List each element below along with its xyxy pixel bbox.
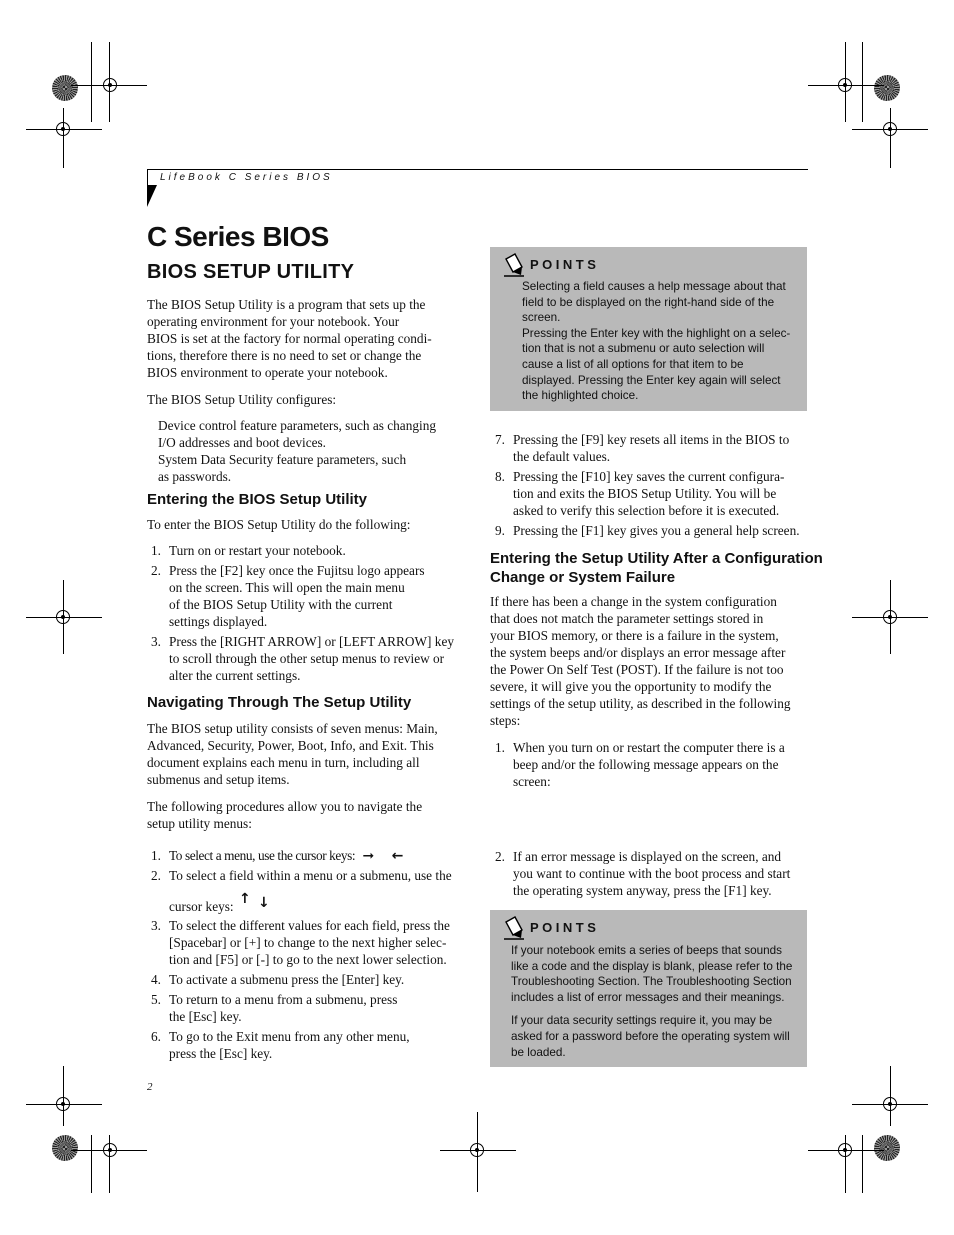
page-title: C Series BIOS	[147, 221, 329, 252]
points-text: Selecting a field causes a help message about that field to be displayed on the right-hand side of the screen. Pressing the Enter key with the highlight on a selec- tion that is not a submenu or auto selection will cause a list of all options for that item to be displayed. Pressing the Enter key again will select the highlighted choice.	[522, 280, 791, 403]
registration-target	[883, 610, 897, 624]
header-rule	[147, 169, 808, 170]
navigating-paragraph: The BIOS setup utility consists of seven menus: Main, Advanced, Security, Power, Boot, Info, and Exit. This document explains each menu in turn, including all submenus and setup items.	[147, 721, 438, 787]
registration-target	[470, 1143, 484, 1157]
registration-target	[883, 1097, 897, 1111]
points-text: If your notebook emits a series of beeps that sounds like a code and the display is blank, please refer to the Troubleshooting Section. The Troubleshooting Section includes a list of error messages and their meanings. If your data security settings require it, you may be asked for a password before the operating system will be loaded.	[511, 944, 793, 1059]
points-box	[490, 910, 807, 1067]
navigating-heading: Navigating Through The Setup Utility	[147, 694, 412, 711]
entering-steps	[147, 542, 467, 684]
points-label: POINTS	[530, 257, 600, 272]
right-arrow-icon: ➞	[362, 848, 375, 864]
list-item: 6. To go to the Exit menu from any other menu, press the [Esc] key.	[151, 1029, 410, 1061]
points-box	[490, 247, 807, 411]
points-label: POINTS	[530, 920, 600, 935]
list-item: 7. Pressing the [F9] key resets all items in the BIOS to the default values.	[495, 432, 790, 464]
list-item: 9. Pressing the [F1] key gives you a general help screen.	[495, 523, 800, 538]
nav-step-2: 2. To select a field within a menu or a submenu, use the cursor keys: ↑ ↓	[151, 868, 452, 914]
section-title: BIOS SETUP UTILITY	[147, 261, 355, 283]
right-steps	[491, 431, 811, 539]
starburst-mark	[52, 75, 78, 101]
running-head: LifeBook C Series BIOS	[160, 172, 333, 183]
list-item: 4. To activate a submenu press the [Enter] key.	[151, 972, 405, 987]
registration-target	[103, 1143, 117, 1157]
header-wedge	[147, 185, 157, 207]
registration-target	[103, 78, 117, 92]
header-rule-vertical	[147, 169, 148, 185]
page-number: 2	[147, 1081, 153, 1093]
starburst-mark	[52, 1135, 78, 1161]
configures-lead: The BIOS Setup Utility configures:	[147, 392, 337, 407]
pencil-icon	[504, 916, 524, 940]
list-item: 5. To return to a menu from a submenu, press the [Esc] key.	[151, 992, 398, 1024]
registration-target	[56, 610, 70, 624]
up-arrow-icon: ↑	[238, 891, 251, 907]
failure-step-2: 2. If an error message is displayed on the screen, and you want to continue with the boot process and start the operating system anyway, press the [F1] key.	[495, 849, 791, 898]
failure-step-1: 1. When you turn on or restart the computer there is a beep and/or the following message appears on the screen:	[495, 740, 785, 789]
list-item: 8. Pressing the [F10] key saves the current configura- tion and exits the BIOS Setup Utility. You will be asked to verify this selection before it is executed.	[495, 469, 785, 518]
starburst-mark	[874, 1135, 900, 1161]
configures-list: Device control feature parameters, such as changing I/O addresses and boot devices. System Data Security feature parameters, such as passwords.	[158, 418, 437, 484]
registration-target	[56, 1097, 70, 1111]
starburst-mark	[874, 75, 900, 101]
registration-target	[883, 122, 897, 136]
list-item: 3. To select the different values for each field, press the [Spacebar] or [+] to change to the next higher selec- tion and [F5] or [-] to go to the next lower selection.	[151, 918, 450, 967]
entering-heading: Entering the BIOS Setup Utility	[147, 491, 368, 508]
down-arrow-icon: ↓	[258, 895, 270, 911]
entering-lead: To enter the BIOS Setup Utility do the following:	[147, 517, 411, 532]
registration-target	[56, 122, 70, 136]
failure-paragraph: If there has been a change in the system configuration that does not match the parameter settings stored in your BIOS memory, or there is a failure in the system, the system beeps and/or displays an error message after the Power On Self Test (POST). If the failure is not too severe, it will give you the opportunity to modify the settings of the setup utility, as described in the following steps:	[490, 594, 791, 728]
intro-paragraph: The BIOS Setup Utility is a program that sets up the operating environment for your notebook. Your BIOS is set at the factory for normal operating condi- tions, therefore there is no need to set or change the BIOS environment to operate your notebook.	[147, 297, 432, 380]
failure-heading: Entering the Setup Utility After a Configuration Change or System Failure	[490, 550, 823, 586]
nav-steps-rest	[147, 917, 469, 1062]
list-item: 3. Press the [RIGHT ARROW] or [LEFT ARROW] key to scroll through the other setup menus to review or alter the current settings.	[151, 634, 454, 683]
list-item: 2. Press the [F2] key once the Fujitsu logo appears on the screen. This will open the main menu of the BIOS Setup Utility with the current settings displayed.	[151, 563, 425, 629]
pencil-icon	[504, 253, 524, 277]
left-arrow-icon: ←	[391, 848, 404, 864]
list-item: 1. Turn on or restart your notebook.	[151, 543, 346, 558]
navigating-lead: The following procedures allow you to navigate the setup utility menus:	[147, 799, 423, 831]
nav-step-1: 1. To select a menu, use the cursor keys: ➞ ←	[151, 848, 404, 864]
